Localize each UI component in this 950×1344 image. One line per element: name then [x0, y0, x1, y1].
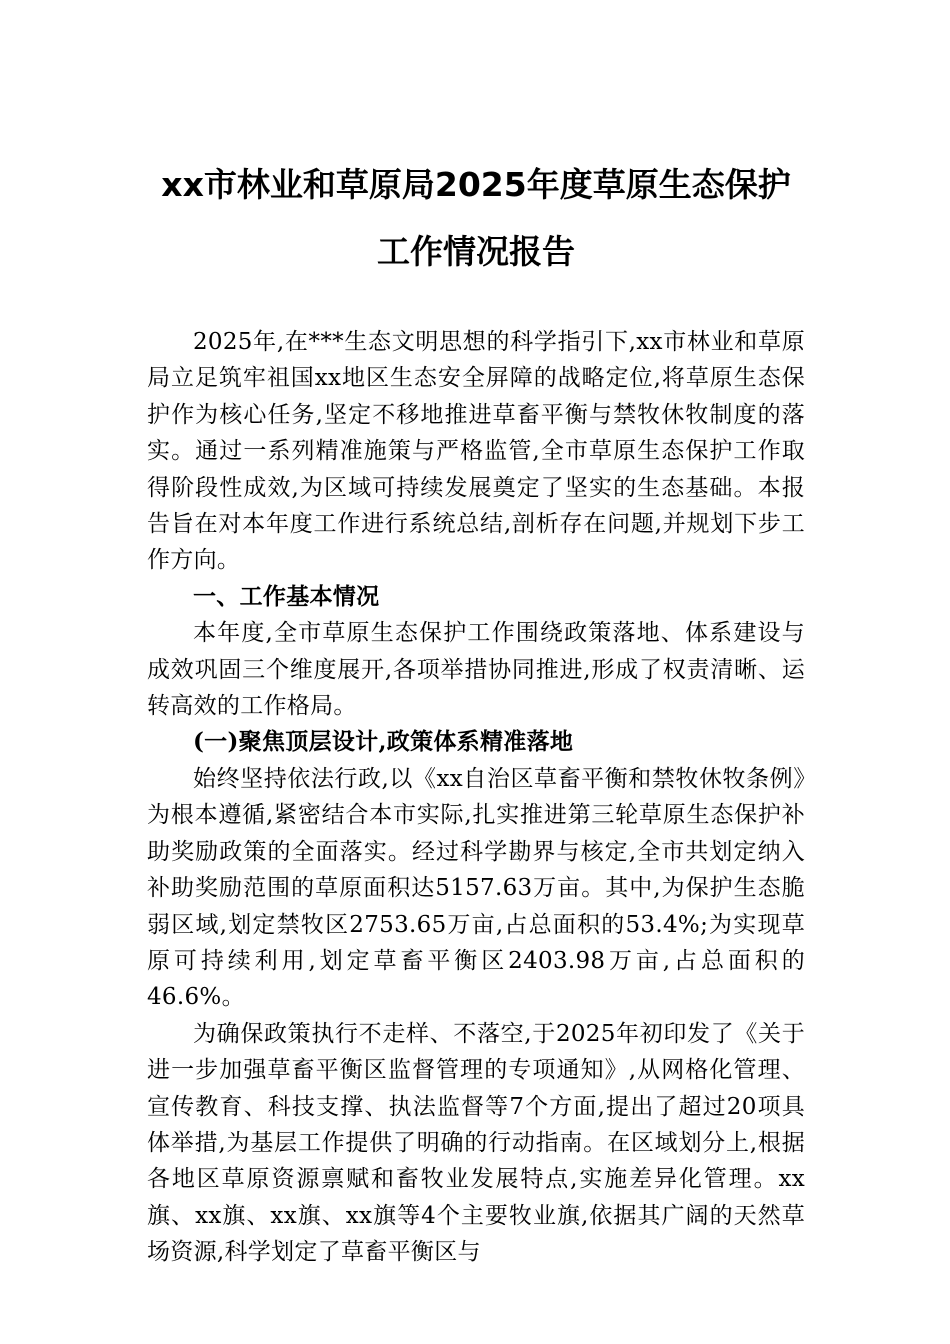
subsection1-paragraph1: 始终坚持依法行政,以《xx自治区草畜平衡和禁牧休牧条例》为根本遵循,紧密结合本市实际,扎实推进第三轮草原生态保护补助奖励政策的全面落实。经过科学勘界与核定,全市共划定纳入补助奖励范围的草原面积达5157.63万亩。其中,为保护生态脆弱区域,划定禁牧区2753.65万亩,占总面积的53.4%;为实现草原可持续利用,划定草畜平衡区2403.98万亩,占总面积的46.6%。 — [147, 765, 805, 1011]
section1-heading: 一、工作基本情况 — [193, 583, 380, 610]
section1-intro-paragraph: 本年度,全市草原生态保护工作围绕政策落地、体系建设与成效巩固三个维度展开,各项举措协同推进,形成了权责清晰、运转高效的工作格局。 — [147, 620, 805, 720]
document-title-line1: xx市林业和草原局2025年度草原生态保护 — [161, 165, 791, 204]
document-body — [147, 324, 805, 1271]
intro-paragraph: 2025年,在***生态文明思想的科学指引下,xx市林业和草原局立足筑牢祖国xx地区生态安全屏障的战略定位,将草原生态保护作为核心任务,坚定不移地推进草畜平衡与禁牧休牧制度的落实。通过一系列精准施策与严格监管,全市草原生态保护工作取得阶段性成效,为区域可持续发展奠定了坚实的生态基础。本报告旨在对本年度工作进行系统总结,剖析存在问题,并规划下步工作方向。 — [147, 329, 805, 574]
subsection1-paragraph2: 为确保政策执行不走样、不落空,于2025年初印发了《关于进一步加强草畜平衡区监督管理的专项通知》,从网格化管理、宣传教育、科技支撑、执法监督等7个方面,提出了超过20项具体举措,为基层工作提供了明确的行动指南。在区域划分上,根据各地区草原资源禀赋和畜牧业发展特点,实施差异化管理。xx旗、xx旗、xx旗、xx旗等4个主要牧业旗,依据其广阔的天然草场资源,科学划定了草畜平衡区与 — [147, 1020, 805, 1266]
document-title-line2: 工作情况报告 — [377, 232, 575, 271]
subsection1-heading: (一)聚焦顶层设计,政策体系精准落地 — [193, 728, 574, 756]
